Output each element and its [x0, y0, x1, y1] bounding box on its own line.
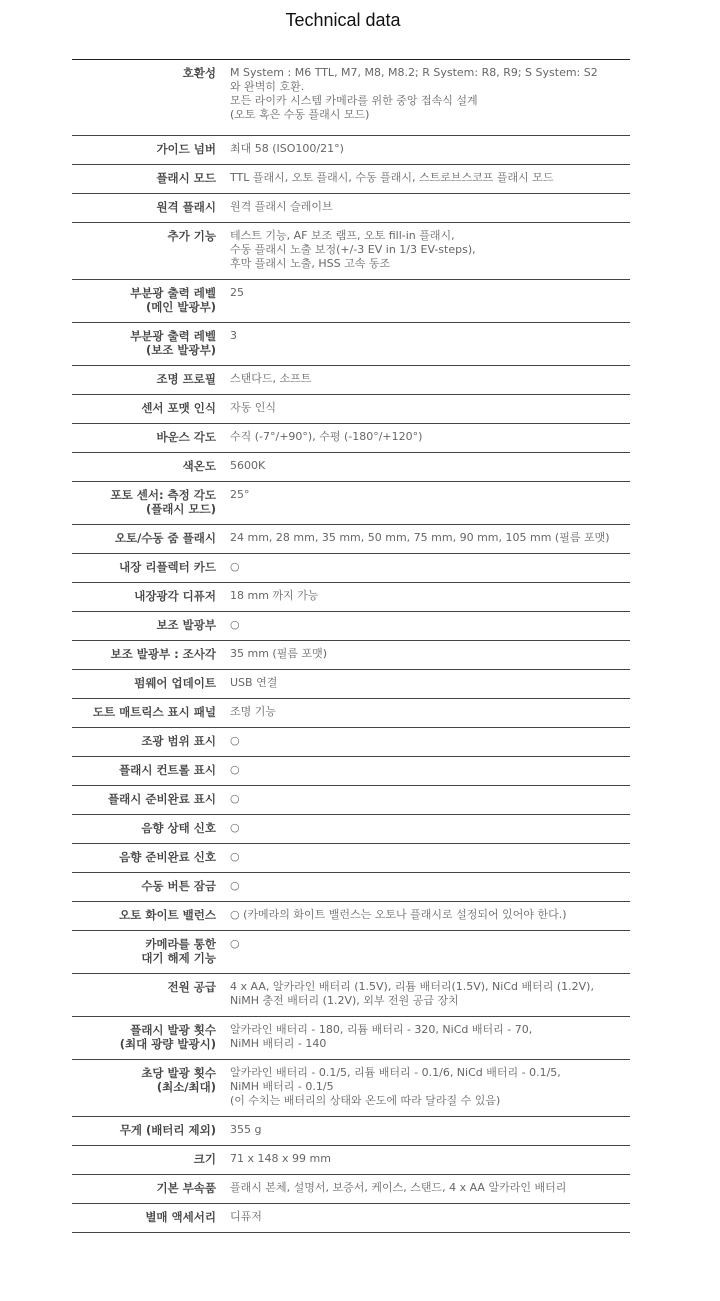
row-label: 무게 (배터리 제외)	[119, 1123, 216, 1137]
row-label: 펌웨어 업데이트	[134, 676, 216, 690]
table-row	[72, 1175, 630, 1204]
row-label: 음향 준비완료 신호	[119, 850, 216, 864]
row-value: 3	[230, 329, 237, 342]
row-label: 색온도	[182, 459, 216, 473]
row-value: ○	[230, 618, 240, 631]
row-value: ○	[230, 937, 240, 950]
row-label: 바운스 각도	[156, 430, 216, 444]
row-label: 오토 화이트 밸런스	[119, 908, 216, 922]
table-row	[72, 194, 630, 223]
page-title: Technical data	[285, 10, 401, 30]
table-row	[72, 699, 630, 728]
row-label: 음향 상태 신호	[141, 821, 216, 835]
table-row	[72, 1146, 630, 1175]
row-label: 부분광 출력 레벨 (보조 발광부)	[130, 329, 216, 357]
row-label: 가이드 넘버	[156, 142, 216, 156]
row-value: ○	[230, 560, 240, 573]
table-row	[72, 453, 630, 482]
table-row	[72, 873, 630, 902]
row-value: 조명 기능	[230, 705, 277, 718]
row-value: 24 mm, 28 mm, 35 mm, 50 mm, 75 mm, 90 mm, 105 mm (필름 포맷)	[230, 531, 610, 544]
row-label: 카메라를 통한 대기 해제 기능	[141, 937, 216, 965]
row-value: 원격 플래시 슬레이브	[230, 200, 333, 213]
row-value: ○	[230, 792, 240, 805]
row-value: ○	[230, 763, 240, 776]
row-value: M System : M6 TTL, M7, M8, M8.2; R System: R8, R9; S System: S2 와 완벽히 호환. 모든 라이카 시스템 카메라를 위한 중앙 접속식 설계 (오토 혹은 수동 플래시 모드)	[230, 66, 598, 121]
row-value: 4 x AA, 알카라인 배터리 (1.5V), 리튬 배터리(1.5V), NiCd 배터리 (1.2V), NiMH 충전 배터리 (1.2V), 외부 전원 공급 장치	[230, 980, 594, 1007]
row-label: 전원 공급	[167, 980, 216, 994]
row-label: 부분광 출력 레벨 (메인 발광부)	[130, 286, 216, 314]
table-row	[72, 641, 630, 670]
row-value: 자동 인식	[230, 401, 277, 414]
row-value: ○	[230, 879, 240, 892]
row-value: 플래시 본체, 설명서, 보증서, 케이스, 스탠드, 4 x AA 알카라인 배터리	[230, 1181, 567, 1194]
row-value: 355 g	[230, 1123, 262, 1136]
table-row	[72, 525, 630, 554]
table-row	[72, 844, 630, 873]
row-label: 초당 발광 횟수 (최소/최대)	[141, 1066, 216, 1094]
row-label: 내장광각 디퓨저	[134, 589, 216, 603]
table-row	[72, 931, 630, 974]
table-row	[72, 424, 630, 453]
row-label: 플래시 발광 횟수 (최대 광량 발광시)	[119, 1023, 216, 1051]
row-value: ○	[230, 850, 240, 863]
row-label: 추가 기능	[167, 229, 216, 243]
table-row	[72, 554, 630, 583]
row-label: 조광 범위 표시	[141, 734, 216, 748]
row-label: 기본 부속품	[156, 1181, 216, 1195]
table-row	[72, 1017, 630, 1060]
row-label: 플래시 모드	[156, 171, 216, 185]
table-row	[72, 1204, 630, 1233]
table-row	[72, 612, 630, 641]
row-value: USB 연결	[230, 676, 278, 689]
table-row	[72, 815, 630, 844]
row-label: 호환성	[182, 66, 216, 80]
row-label: 원격 플래시	[156, 200, 216, 214]
row-label: 포토 센서: 측정 각도 (플래시 모드)	[110, 488, 216, 516]
table-row	[72, 280, 630, 323]
row-value: 수직 (-7°/+90°), 수평 (-180°/+120°)	[230, 430, 423, 443]
row-label: 센서 포맷 인식	[141, 401, 216, 415]
row-label: 보조 발광부	[156, 618, 216, 632]
row-value: 최대 58 (ISO100/21°)	[230, 142, 344, 155]
row-value: ○	[230, 821, 240, 834]
table-row	[72, 366, 630, 395]
row-value: 25	[230, 286, 244, 299]
row-label: 플래시 준비완료 표시	[108, 792, 216, 806]
row-value: TTL 플래시, 오토 플래시, 수동 플래시, 스트로브스코프 플래시 모드	[230, 171, 554, 184]
table-row	[72, 1060, 630, 1117]
table-row	[72, 757, 630, 786]
row-value: 25°	[230, 488, 250, 501]
table-row	[72, 728, 630, 757]
row-label: 크기	[193, 1152, 216, 1166]
table-row	[72, 395, 630, 424]
row-value: 알카라인 배터리 - 0.1/5, 리튬 배터리 - 0.1/6, NiCd 배터리 - 0.1/5, NiMH 배터리 - 0.1/5 (이 수치는 배터리의 상태와 온도에 따라 달라질 수 있음)	[230, 1066, 561, 1107]
table-row	[72, 583, 630, 612]
table-row	[72, 786, 630, 815]
row-label: 보조 발광부 : 조사각	[110, 647, 216, 661]
row-value: 디퓨저	[230, 1210, 262, 1223]
table-row	[72, 136, 630, 165]
row-value: 35 mm (필름 포맷)	[230, 647, 328, 660]
table-row	[72, 482, 630, 525]
table-row	[72, 974, 630, 1017]
row-value: 5600K	[230, 459, 266, 472]
table-row	[72, 60, 630, 136]
table-row	[72, 223, 630, 280]
table-row	[72, 165, 630, 194]
row-label: 조명 프로필	[156, 372, 216, 386]
row-label: 도트 매트릭스 표시 패널	[92, 705, 216, 719]
row-value: 스탠다드, 소프트	[230, 372, 312, 385]
table-row	[72, 670, 630, 699]
row-value: 알카라인 배터리 - 180, 리튬 배터리 - 320, NiCd 배터리 - 70, NiMH 배터리 - 140	[230, 1023, 533, 1050]
row-value: 18 mm 까지 가능	[230, 589, 319, 602]
row-label: 별매 액세서리	[145, 1210, 216, 1224]
row-label: 플래시 컨트롤 표시	[119, 763, 216, 777]
row-label: 수동 버튼 잠금	[141, 879, 216, 893]
spec-table	[72, 59, 630, 1233]
row-label: 오토/수동 줌 플래시	[114, 531, 216, 545]
row-value: ○ (카메라의 화이트 밸런스는 오토나 플래시로 설정되어 있어야 한다.)	[230, 908, 567, 921]
row-label: 내장 리플렉터 카드	[119, 560, 216, 574]
table-row	[72, 902, 630, 931]
row-value: 71 x 148 x 99 mm	[230, 1152, 331, 1165]
row-value: ○	[230, 734, 240, 747]
row-value: 테스트 기능, AF 보조 램프, 오토 fill-in 플래시, 수동 플래시 노출 보정(+/-3 EV in 1/3 EV-steps), 후막 플래시 노출, HSS 고속 동조	[230, 229, 476, 270]
table-row	[72, 1117, 630, 1146]
table-row	[72, 323, 630, 366]
